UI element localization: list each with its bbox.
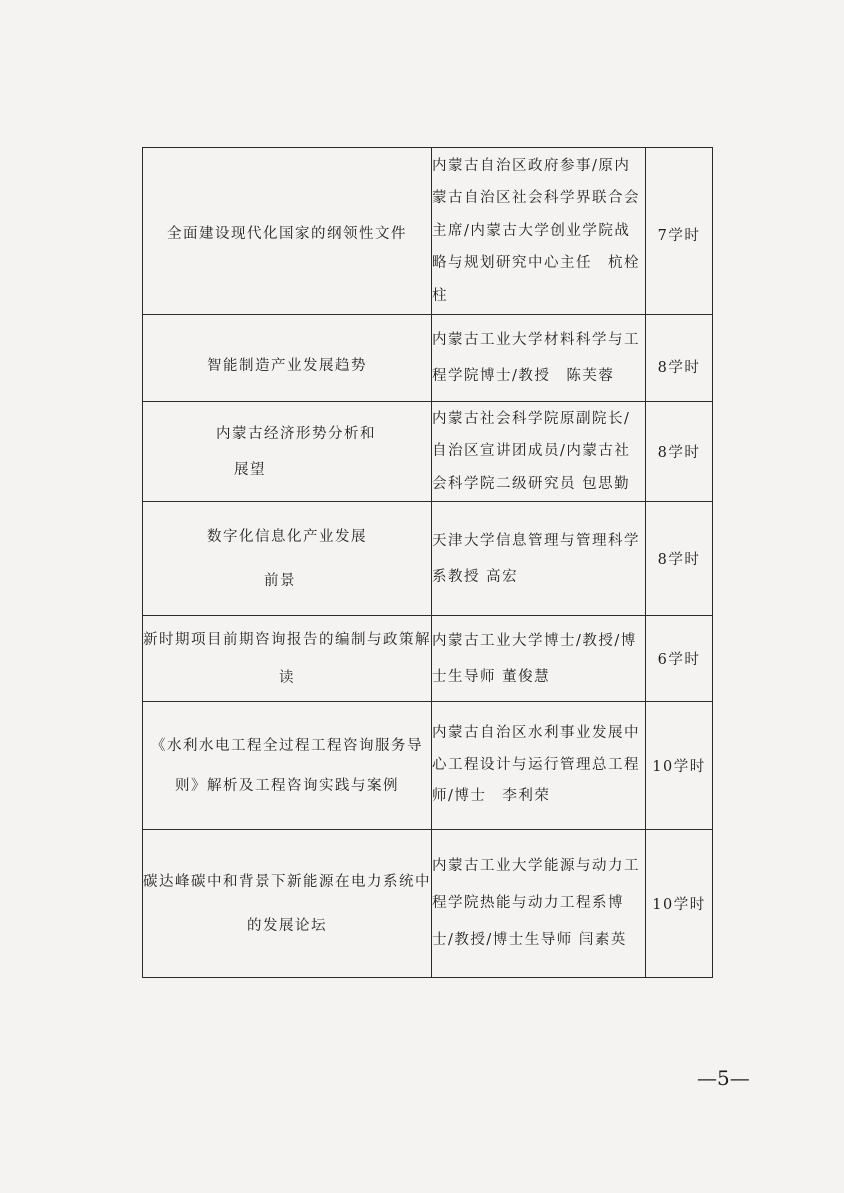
course-lecturer: 内蒙古工业大学能源与动力工程学院热能与动力工程系博士/教授/博士生导师 闫素英 [432,830,646,978]
course-topic-line: 前景 [264,572,296,589]
course-lecturer: 天津大学信息管理与管理科学系教授 高宏 [432,502,646,616]
course-hours: 8学时 [646,502,713,616]
course-hours: 10学时 [646,702,713,830]
course-topic [143,402,432,502]
course-topic-line: 数字化信息化产业发展 [207,528,367,545]
course-topic-line: 内蒙古经济形势分析和 [216,425,376,442]
course-topic: 智能制造产业发展趋势 [143,315,432,402]
course-topic-line: 展望 [234,461,266,478]
course-lecturer: 内蒙古社会科学院原副院长/自治区宣讲团成员/内蒙古社会科学院二级研究员 包思勤 [432,402,646,502]
course-hours: 8学时 [646,402,713,502]
course-lecturer: 内蒙古工业大学材料科学与工程学院博士/教授 陈芙蓉 [432,315,646,402]
course-lecturer: 内蒙古自治区水利事业发展中心工程设计与运行管理总工程师/博士 李利荣 [432,702,646,830]
table-row [143,315,713,402]
course-lecturer: 内蒙古自治区政府参事/原内蒙古自治区社会科学界联合会主席/内蒙古大学创业学院战略与规划研究中心主任 杭栓柱 [432,148,646,315]
course-topic: 碳达峰碳中和背景下新能源在电力系统中的发展论坛 [143,830,432,978]
table-row [143,148,713,315]
course-hours: 7学时 [646,148,713,315]
course-hours: 10学时 [646,830,713,978]
course-schedule-table [142,147,713,978]
table-row [143,702,713,830]
course-topic: 《水利水电工程全过程工程咨询服务导则》解析及工程咨询实践与案例 [143,702,432,830]
table-row [143,402,713,502]
table-row [143,502,713,616]
course-topic: 新时期项目前期咨询报告的编制与政策解读 [143,616,432,702]
course-hours: 8学时 [646,315,713,402]
table-row [143,616,713,702]
course-lecturer: 内蒙古工业大学博士/教授/博士生导师 董俊慧 [432,616,646,702]
course-topic [143,502,432,616]
course-topic: 全面建设现代化国家的纲领性文件 [143,148,432,315]
table-row [143,830,713,978]
course-hours: 6学时 [646,616,713,702]
page-number: —5— [697,1066,750,1090]
